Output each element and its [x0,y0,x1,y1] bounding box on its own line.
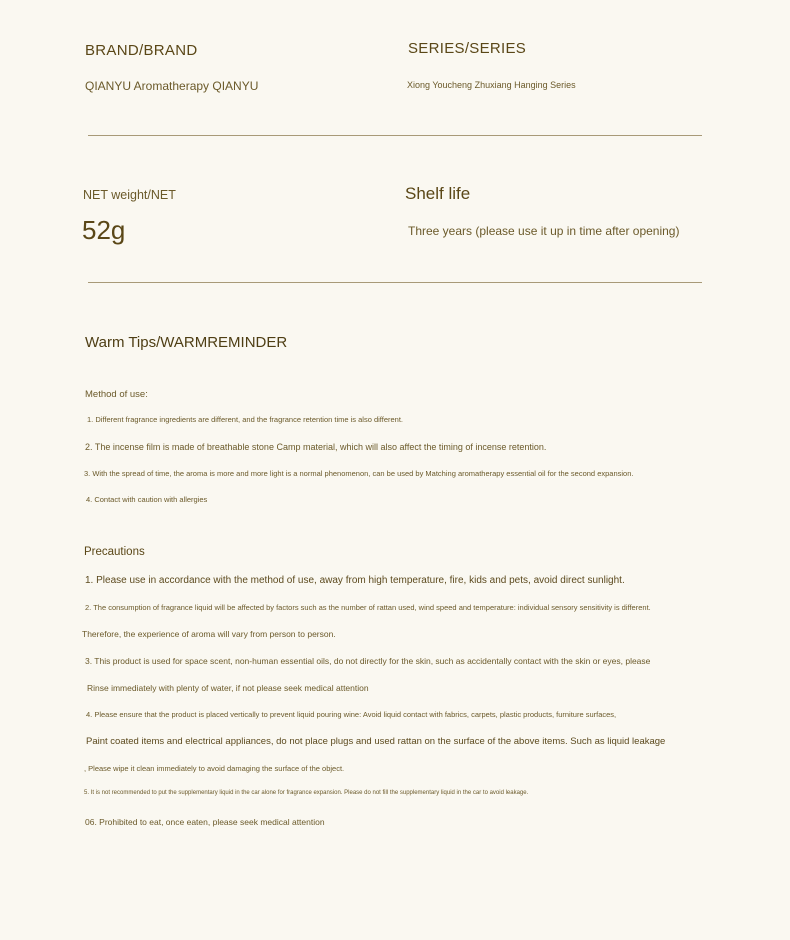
divider-2 [88,282,702,283]
shelf-life-value: Three years (please use it up in time after opening) [408,224,680,238]
method-item: 2. The incense film is made of breathable stone Camp material, which will also affect the timing of incense retention. [85,442,547,452]
precaution-item: 5. It is not recommended to put the supplementary liquid in the car alone for fragrance expansion. Please do not fill the supplementary liquid in the car to avoid leakage. [84,790,529,796]
method-item: 3. With the spread of time, the aroma is more and more light is a normal phenomenon, can be used by Matching aromatherapy essential oil for the second expansion. [84,469,634,478]
shelf-life-label: Shelf life [405,184,471,203]
series-label: SERIES/SERIES [408,40,527,57]
net-weight-value: 52g [82,215,126,245]
warm-tips-title: Warm Tips/WARMREMINDER [85,334,288,351]
precaution-item: 1. Please use in accordance with the method of use, away from high temperature, fire, kids and pets, avoid direct sunlight. [85,575,625,586]
precaution-item: 06. Prohibited to eat, once eaten, please seek medical attention [85,817,325,827]
series-value: Xiong Youcheng Zhuxiang Hanging Series [407,80,576,90]
precaution-item: Therefore, the experience of aroma will vary from person to person. [82,629,336,639]
precaution-item: Rinse immediately with plenty of water, if not please seek medical attention [87,683,369,693]
method-item: 4. Contact with caution with allergies [86,495,208,504]
precaution-item: 2. The consumption of fragrance liquid will be affected by factors such as the number of rattan used, wind speed and temperature: individual sensory sensitivity is different. [85,603,651,612]
method-of-use-title: Method of use: [85,389,148,400]
precaution-item: 4. Please ensure that the product is placed vertically to prevent liquid pouring wine: Avoid liquid contact with fabrics, carpets, plastic products, furniture surfaces, [86,710,617,719]
precaution-item: 3. This product is used for space scent, non-human essential oils, do not directly for the skin, such as accidentally contact with the skin or eyes, please [85,656,651,666]
net-weight-label: NET weight/NET [83,188,176,202]
precaution-item: , Please wipe it clean immediately to avoid damaging the surface of the object. [84,764,345,773]
precautions-title: Precautions [84,546,145,558]
precaution-item: Paint coated items and electrical appliances, do not place plugs and used rattan on the surface of the above items. Such as liquid leakage [86,736,666,747]
brand-value: QIANYU Aromatherapy QIANYU [85,79,259,93]
divider-1 [88,135,702,136]
method-item: 1. Different fragrance ingredients are different, and the fragrance retention time is also different. [87,415,404,424]
brand-label: BRAND/BRAND [85,42,198,59]
